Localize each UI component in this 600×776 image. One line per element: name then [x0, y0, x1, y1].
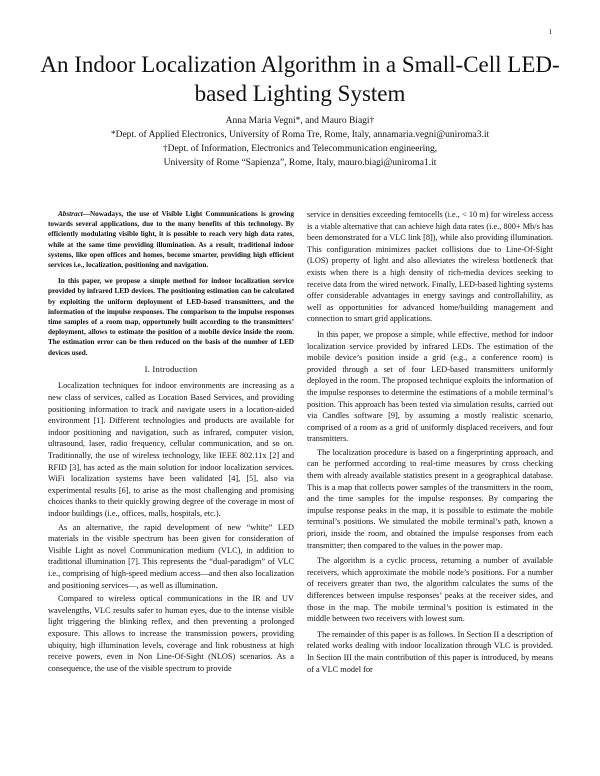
author-names: Anna Maria Vegni*, and Mauro Biagi†: [225, 116, 375, 126]
right-paragraph-0: service in densities exceeding femtocells (i.e., < 10 m) for wireless access is a viable alternative that can achieve high data rates (i.e., 800+ Mb/s has been demonstrated for a VLC link [8]), while also providing illumination. This configuration minimizes packet collisions due to Line-Of-Sight (LOS) property of light and also alleviates the wireless bottleneck that exists when there is a high density of rich-media devices seeking to receive data from the wired network. Finally, LED-based lighting systems offer considerable advantages in energy savings and controllability, as well as opportunities for advanced home/building management and connection to smart grid applications.: [307, 210, 553, 324]
abstract-text-1: —Nowadays, the use of Visible Light Communications is growing towards several applications, due to the many benefits of this technology. By efficiently modulating visible light, it is possible to reach very high data rates, while at the same time providing illumination. As a result, traditional indoor systems, like open offices and homes, become smarter, providing high efficient services i.e., localization, positioning and navigation.: [48, 210, 294, 270]
intro-paragraph-3: Compared to wireless optical communications in the IR and UV wavelengths, VLC results safer to human eyes, due to the intense visible light triggering the blinking reflex, and then preventing a prolonged exposure. This allows to increase the transmission powers, providing ubiquity, high illumination levels, coverage and link robustness at high receive powers, even in Non Line-Of-Sight (NLOS) scenarios. As a consequence, the use of the visible spectrum to provide: [48, 594, 294, 673]
author-block: [40, 114, 560, 170]
right-paragraph-3: The algorithm is a cyclic process, returning a number of available receivers, which approximate the mobile node’s positions. For a number of receivers greater than two, the algorithm calculates the sums of the differences between impulse responses’ peaks at the receiver sides, and those in the map. The mobile terminal’s position is estimated in the middle between two receivers with lowest sum.: [307, 556, 553, 624]
abstract-paragraph-1: [48, 209, 294, 270]
affiliation-1: *Dept. of Applied Electronics, University of Roma Tre, Rome, Italy, annamaria.vegni@uniroma3.it: [110, 130, 490, 140]
abstract-paragraph-2: In this paper, we propose a simple method for indoor localization service provided by infrared LED devices. The positioning estimation can be calculated by exploiting the uniform deployment of LED-based transmitters, and the information of the impulse responses. The comparison to the impulse responses time samples of a room map, opportunely built according to the transmitters’ deployment, allows to estimate the position of a mobile device inside the room. The estimation error can be then reduced on the basis of the number of LED devices used.: [48, 277, 294, 357]
affiliation-3: University of Rome “Sapienza”, Rome, Italy, mauro.biagi@uniroma1.it: [163, 158, 437, 168]
page-number: 1: [548, 28, 552, 36]
left-column: [48, 209, 294, 676]
abstract-lead: Abstract: [58, 210, 83, 218]
intro-paragraph-2: As an alternative, the rapid development of new “white” LED materials in the visible spectrum has been given for consideration of Visible Light as novel Communication medium (VLC), in addition to traditional illumination [7]. This represents the “dual-paradigm” of VLC i.e., comprising of high-speed medium access—and then also localization and positioning services—, as well as illumination.: [48, 522, 294, 590]
right-paragraph-2: The localization procedure is based on a fingerprinting approach, and can be performed according to real-time measures by cross checking them with already available statistics present in a geographical database. This is a map that collects power samples of the transmitters in the room, and the time samples for the impulse responses. By comparing the impulse response peaks in the map, it is possible to estimate the mobile terminal’s positions. We simulated the mobile terminal’s path, known a priori, inside the room, and obtained the impulse responses from each transmitter; then compared to the values in the power map.: [307, 447, 553, 550]
right-paragraph-4: The remainder of this paper is as follows. In Section II a description of related works dealing with indoor localization through VLC is provided. In Section III the main contribution of this paper is introduced, by means of a VLC model for: [307, 629, 553, 674]
intro-paragraph-1: Localization techniques for indoor environments are increasing as a new class of services, called as Location Based Services, and providing positioning information to track and navigate users in a location-aided environment [1]. Different technologies and products are available for indoor positioning and navigation, such as infrared, computer vision, ultrasound, laser, radio frequency, cellular communication, and so on. Traditionally, the use of wireless technology, like IEEE 802.11x [2] and RFID [3], has acted as the main solution for indoor localization services. WiFi localization systems have been validated [4], [5], also via experimental results [6], to arise as the most challenging and promising choices thanks to their quickly growing degree of the coverage in most of indoor buildings (i.e., offices, malls, hospitals, etc.).: [48, 381, 294, 518]
right-column: [307, 209, 553, 677]
right-paragraph-1: In this paper, we propose a simple, while effective, method for indoor localization service provided by infrared LEDs. The estimation of the mobile device’s position inside a grid (e.g., a conference room) is provided through a set of four LED-based transmitters uniformly deployed in the room. The proposed technique exploits the information of the impulse responses to determine the estimations of a mobile terminal’s position. This approach has been tested via simulation results, carried out via Candles software [9], by assuming a mostly realistic scenario, comprised of a room as a grid of uniformly displaced receivers, and four transmitters.: [307, 329, 553, 444]
affiliation-2: †Dept. of Information, Electronics and Telecommunication engineering,: [162, 144, 438, 154]
section-heading-introduction: I. Introduction: [144, 363, 198, 374]
paper-title: An Indoor Localization Algorithm in a Small-Cell LED-based Lighting System: [40, 52, 560, 106]
